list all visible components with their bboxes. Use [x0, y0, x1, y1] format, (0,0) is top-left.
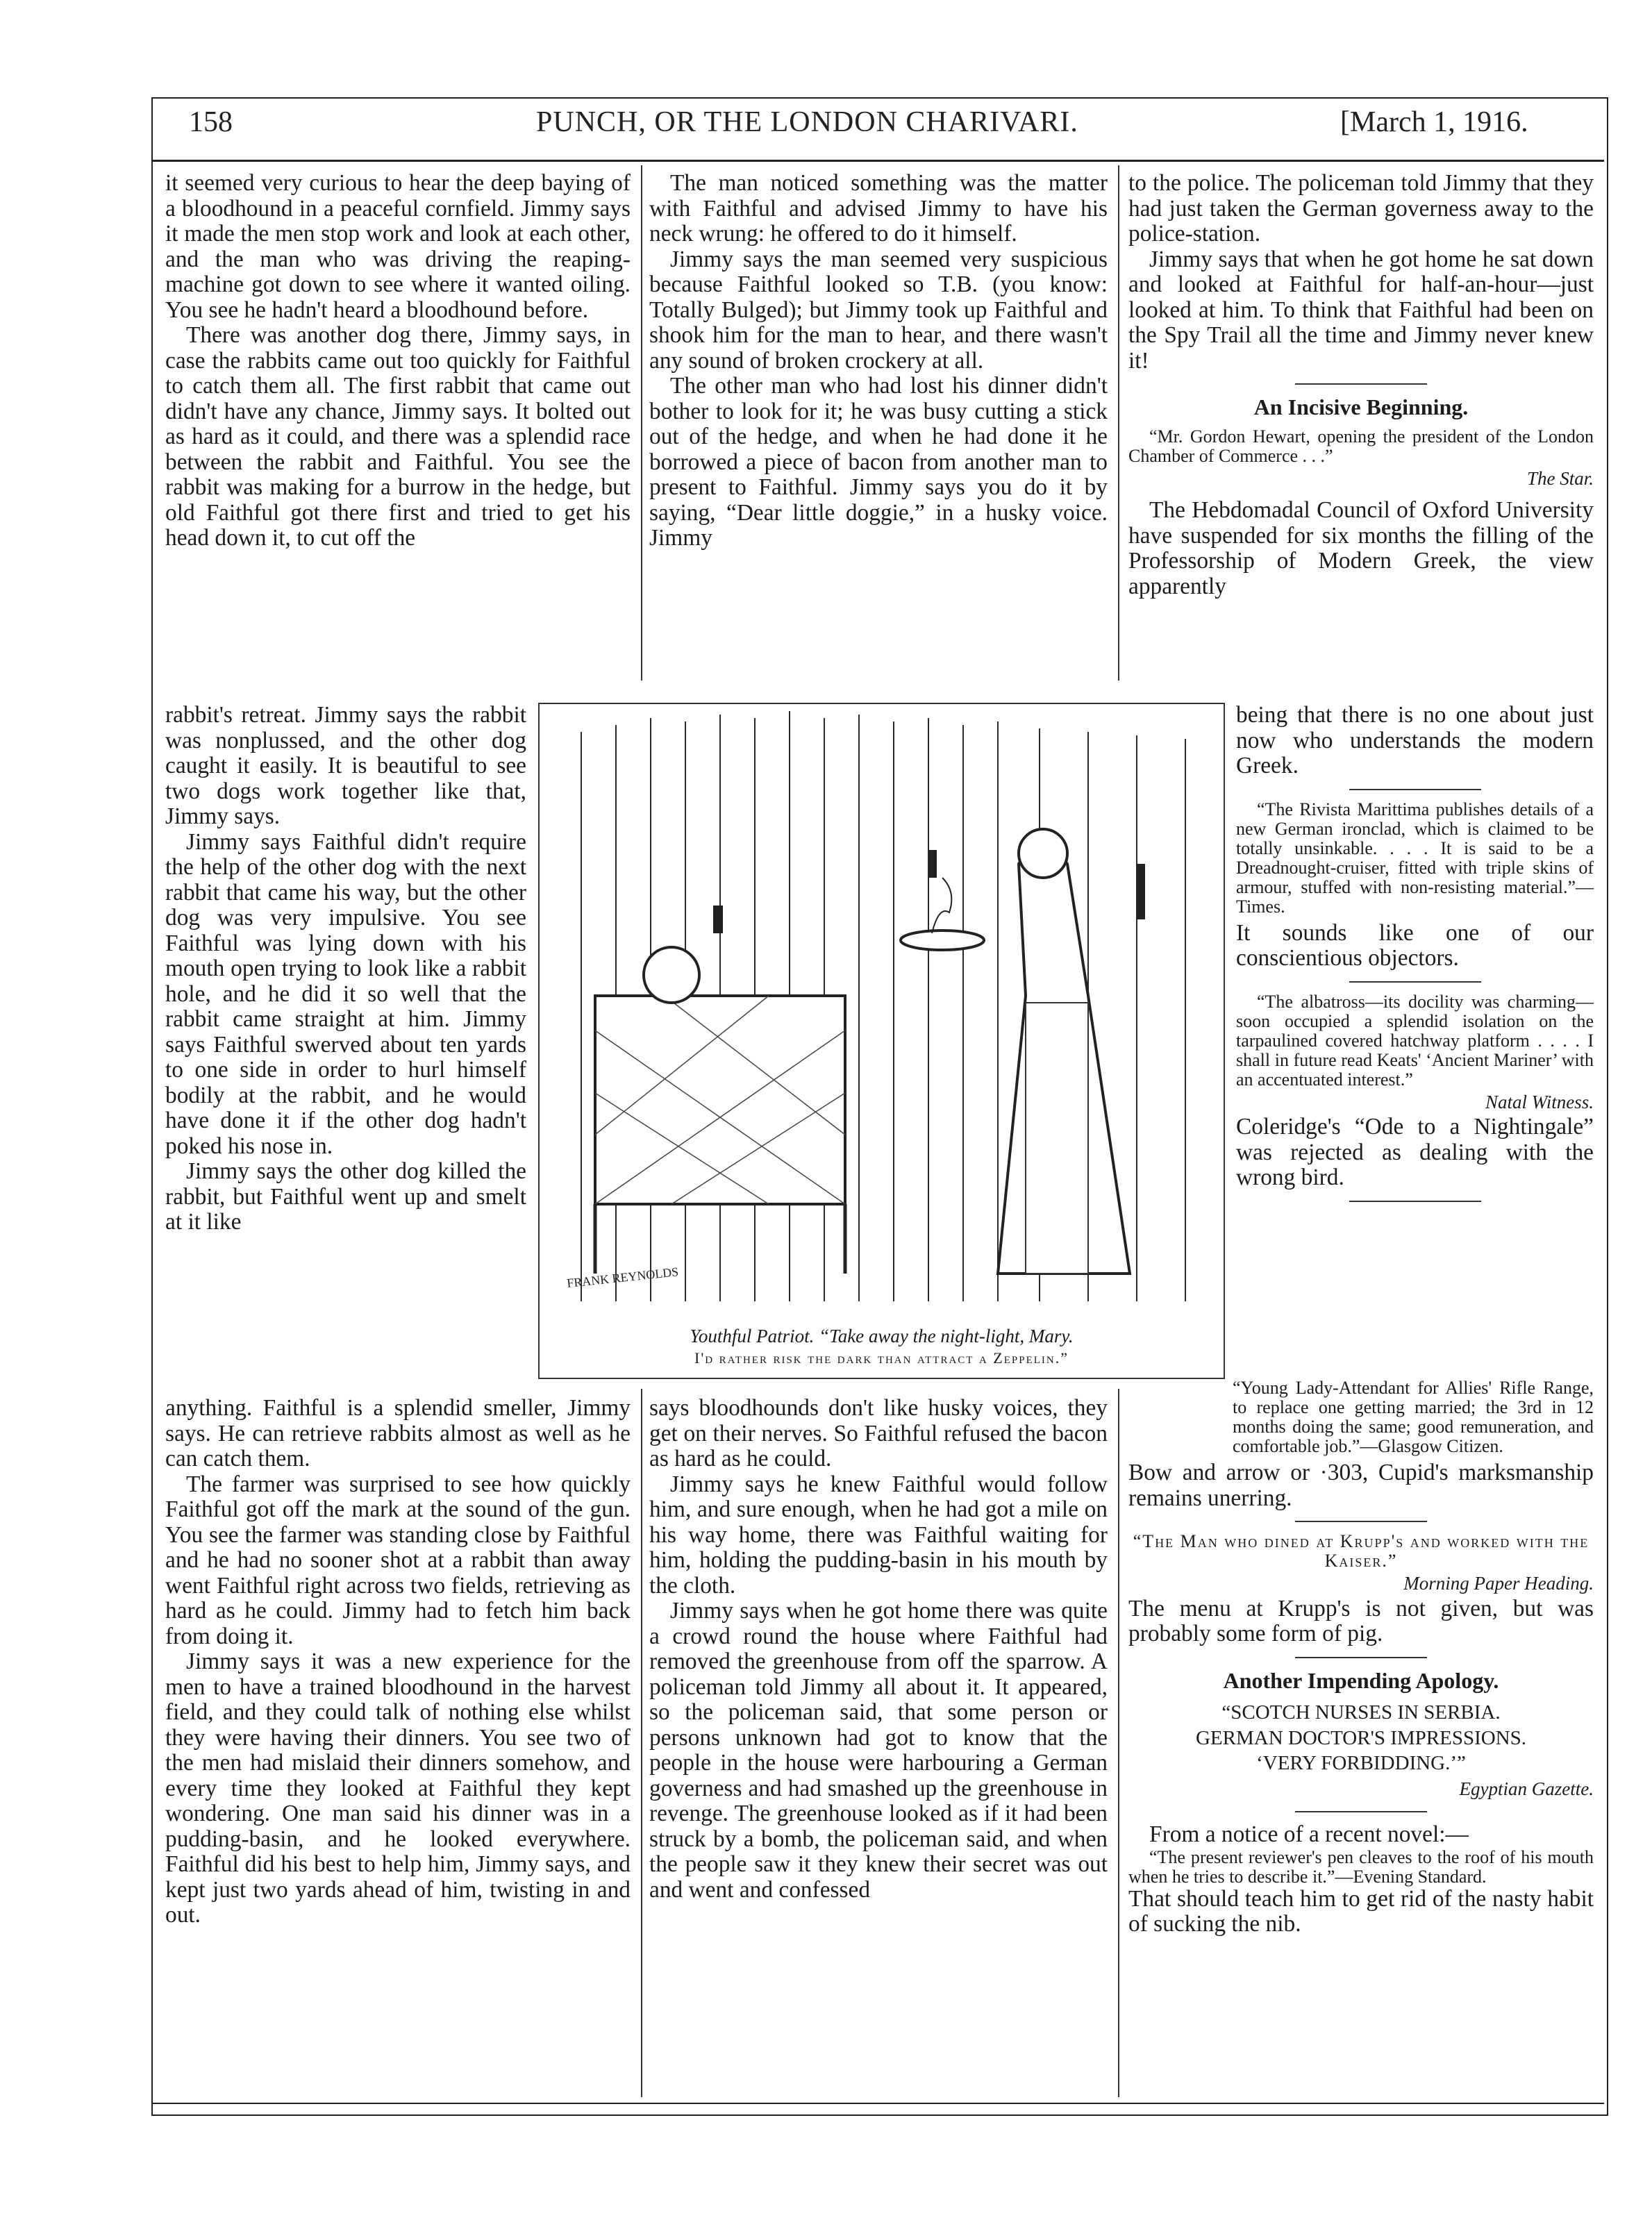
column-2-bottom	[649, 1396, 1108, 1903]
paragraph: anything. Faithful is a splendid smeller, Jimmy says. He can retrieve rabbits almost as well as he can catch them.	[165, 1395, 631, 1471]
paragraph: The farmer was surprised to see how quickly Faithful got off the mark at the sound of the gun. You see the farmer was standing close by Faithful and he had no sooner shot at a rabbit than away went Faithful right across two fields, retrieving as hard as he could. Jimmy had to fetch him back from doing it.	[165, 1471, 631, 1649]
krupp-source: Morning Paper Heading.	[1403, 1573, 1594, 1594]
paragraph: Jimmy says the other dog killed the rabbit, but Faithful went up and smelt at it like	[165, 1158, 526, 1235]
paragraph: says bloodhounds don't like husky voices, they get on their nerves. So Faithful refused the bacon as hard as he could.	[649, 1395, 1108, 1471]
column-3	[1128, 171, 1594, 599]
column-rule-2b	[1118, 1389, 1119, 2097]
separator	[1295, 1657, 1427, 1658]
separator	[1349, 789, 1481, 790]
cartoon-caption	[547, 1326, 1217, 1369]
apology-line-1: “SCOTCH NURSES IN SERBIA.	[1221, 1701, 1501, 1724]
novel-quote: “The present reviewer's pen cleaves to the roof of his mouth when he tries to describe it.”—Evening Standard.	[1128, 1846, 1594, 1887]
apology-heading: Another Impending Apology.	[1223, 1667, 1499, 1693]
header-rule	[153, 160, 1604, 162]
artist-signature: FRANK REYNOLDS	[566, 1265, 680, 1290]
cartoon-drawing	[540, 704, 1224, 1322]
separator	[1295, 383, 1427, 385]
apology-source: Egyptian Gazette.	[1459, 1778, 1594, 1799]
column-rule-1	[641, 165, 642, 681]
rivista-comment: It sounds like one of our conscientious objectors.	[1236, 919, 1594, 971]
albatross-comment: Coleridge's “Ode to a Nightingale” was rejected as dealing with the wrong bird.	[1236, 1114, 1594, 1190]
paragraph: rabbit's retreat. Jimmy says the rabbit was nonplussed, and the other dog caught it easily. It is beautiful to see two dogs work together like that, Jimmy says.	[165, 702, 526, 829]
footer-rule	[153, 2103, 1604, 2104]
column-1-top	[165, 171, 631, 551]
separator	[1349, 1201, 1481, 1202]
column-rule-2	[1118, 165, 1119, 681]
apology-line-3: ‘VERY FORBIDDING.’”	[1256, 1752, 1466, 1774]
paragraph: Jimmy says he knew Faithful would follow him, and sure enough, when he had got a mile on his way home, there was Faithful waiting for him, holding the pudding-basin in his mouth by the cloth.	[649, 1471, 1108, 1599]
column-1-bottom	[165, 1396, 631, 1928]
incisive-body: The Hebdomadal Council of Oxford University have suspended for six months the filling of the Professorship of Modern Greek, the view apparently	[1128, 497, 1594, 599]
cartoon-illustration	[538, 703, 1225, 1379]
masthead: PUNCH, OR THE LONDON CHARIVARI.	[536, 106, 1078, 138]
caption-line-1: Youthful Patriot. “Take away the night-light, Mary.	[690, 1326, 1074, 1346]
paragraph: to the police. The policeman told Jimmy that they had just taken the German governess away to the police-station.	[1128, 170, 1594, 247]
albatross-quote: “The albatross—its docility was charming—soon occupied a splendid isolation on the tarpaulined covered hatchway platform . . . . I shall in future read Keats' ‘Ancient Mariner’ with an accentuated interest.”	[1236, 991, 1594, 1090]
apology-line-2: GERMAN DOCTOR'S IMPRESSIONS.	[1195, 1726, 1527, 1749]
paragraph: Jimmy says it was a new experience for the men to have a trained bloodhound in the harvest field, and they could talk of nothing else whilst they were having their dinners. You see two of the men had mislaid their dinners somehow, and every time they looked at Faithful they kept wondering. One man said his dinner was in a pudding-basin, and he looked everywhere. Faithful did his best to help him, Jimmy says, and kept just two yards ahead of him, twisting in and out.	[165, 1649, 631, 1928]
incisive-body-cont: being that there is no one about just now who understands the modern Greek.	[1236, 702, 1594, 778]
issue-date: [March 1, 1916.	[1340, 106, 1528, 138]
rivista-quote: “The Rivista Marittima publishes details of a new German ironclad, which is claimed to be totally unsinkable. . . . It is said to be a Dreadnought-cruiser, fitted with triple skins of armour, stuffed with non-resisting material.”—Times.	[1236, 799, 1594, 917]
krupp-quote: “The Man who dined at Krupp's and worked with the Kaiser.”	[1133, 1531, 1590, 1571]
page-number: 158	[189, 106, 233, 138]
caption-line-2: I'd rather risk the dark than attract a Zeppelin.”	[694, 1349, 1069, 1367]
novel-intro: From a notice of a recent novel:—	[1149, 1821, 1469, 1847]
separator	[1295, 1811, 1427, 1812]
column-3-narrow	[1236, 703, 1594, 1212]
novel-comment: That should teach him to get rid of the nasty habit of sucking the nib.	[1128, 1885, 1594, 1937]
paragraph: The man noticed something was the matter with Faithful and advised Jimmy to have his neck wrung: he offered to do it himself.	[649, 170, 1108, 247]
column-2-top	[649, 171, 1108, 551]
paragraph: The other man who had lost his dinner didn't bother to look for it; he was busy cutting a stick out of the hedge, and when he had done it he borrowed a piece of bacon from another man to present to Faithful. Jimmy says you do it by saying, “Dear little doggie,” in a husky voice. Jimmy	[649, 373, 1108, 551]
paragraph: Jimmy says Faithful didn't require the help of the other dog with the next rabbit that came his way, but the other dog was very impulsive. You see Faithful was lying down with his mouth open trying to look like a rabbit hole, and he did it so well that the rabbit came straight at him. Jimmy says Faithful swerved about ten yards to one side in order to hurl himself bodily at the rabbit, and he would have done it if the other dog hadn't poked his nose in.	[165, 828, 526, 1159]
incisive-source: The Star.	[1526, 467, 1594, 489]
paragraph: Jimmy says when he got home there was quite a crowd round the house where Faithful had removed the greenhouse from off the sparrow. A policeman told Jimmy all about it. It appeared, so the policeman said, that some person or persons unknown had got to know that the people in the house were harbouring a German governess and had smashed up the greenhouse in revenge. The greenhouse looked as if it had been struck by a bomb, the policeman said, and when the people saw it they knew their secret was out and went and confessed	[649, 1598, 1108, 1903]
paragraph: it seemed very curious to hear the deep baying of a bloodhound in a peaceful cornfield. Jimmy says it made the men stop work and look at each other, and the man who was driving the reaping-machine got down to see where it wanted oiling. You see he hadn't heard a bloodhound before.	[165, 170, 631, 323]
paragraph: Jimmy says that when he got home he sat down and looked at Faithful for half-an-hour—just looked at him. To think that Faithful had been on the Spy Trail all the time and Jimmy never knew it!	[1128, 246, 1594, 374]
young-lady-comment: Bow and arrow or ·303, Cupid's marksmanship remains unerring.	[1128, 1460, 1594, 1511]
column-3-bottom	[1128, 1378, 1594, 1937]
separator	[1295, 1521, 1427, 1522]
night-light	[901, 931, 984, 950]
incisive-quote: “Mr. Gordon Hewart, opening the president of the London Chamber of Commerce . . .”	[1128, 426, 1594, 466]
paragraph: Jimmy says the man seemed very suspicious because Faithful looked so T.B. (you know: Totally Bulged); but Jimmy took up Faithful and shook him for the man to hear, and there wasn't any sound of broken crockery at all.	[649, 246, 1108, 374]
incisive-heading: An Incisive Beginning.	[1253, 394, 1469, 419]
child-head	[644, 947, 699, 1003]
albatross-source: Natal Witness.	[1485, 1091, 1594, 1112]
young-lady-quote: “Young Lady-Attendant for Allies' Rifle Range, to replace one getting married; the 3rd in 12 months doing the same; good remuneration, and comfortable job.”—Glasgow Citizen.	[1233, 1378, 1594, 1456]
separator	[1349, 981, 1481, 983]
paragraph: There was another dog there, Jimmy says, in case the rabbits came out too quickly for Faithful to catch them all. The first rabbit that came out didn't have any chance, Jimmy says. It bolted out as hard as it could, and there was a splendid race between the rabbit and Faithful. You see the rabbit was making for a burrow in the hedge, but old Faithful got there first and tried to get his head down it, to cut off the	[165, 322, 631, 551]
column-rule-1b	[641, 1389, 642, 2097]
column-1-narrow	[165, 703, 526, 1235]
krupp-comment: The menu at Krupp's is not given, but was probably some form of pig.	[1128, 1595, 1594, 1646]
